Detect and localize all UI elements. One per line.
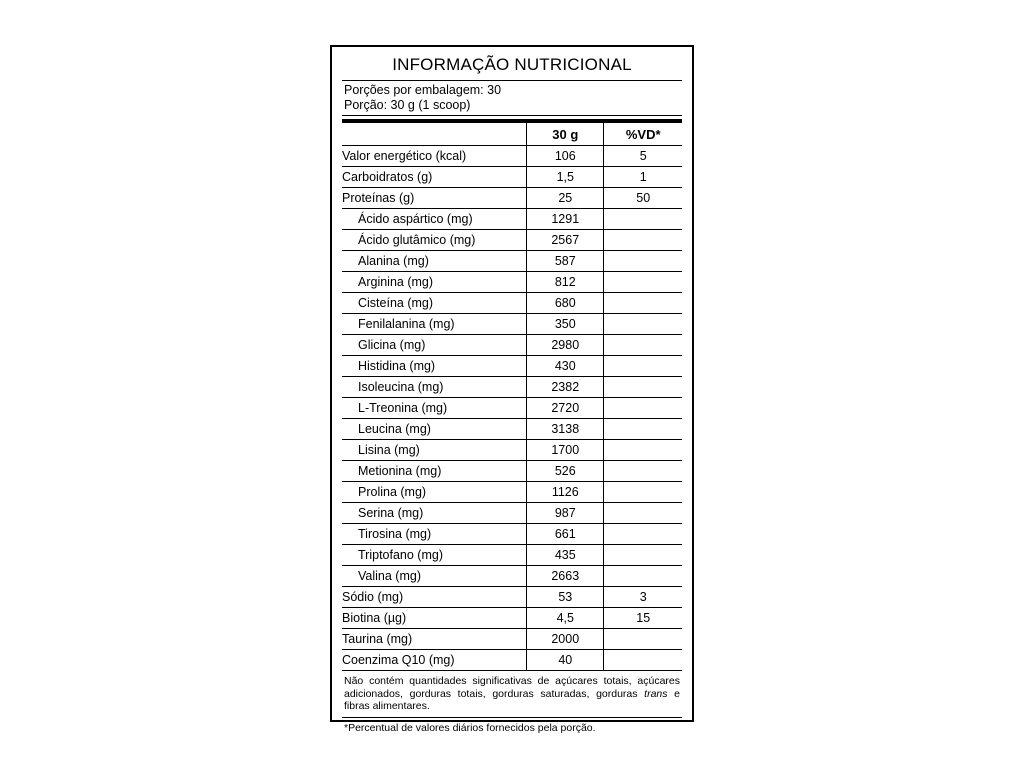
table-row xyxy=(342,503,682,524)
column-header-dv: %VD* xyxy=(604,123,682,146)
nutrient-name: Isoleucina (mg) xyxy=(342,377,527,398)
table-row xyxy=(342,545,682,566)
table-row xyxy=(342,314,682,335)
nutrient-amount: 987 xyxy=(527,503,604,524)
table-row xyxy=(342,650,682,671)
nutrient-amount: 2567 xyxy=(527,230,604,251)
footnote-text-pre: Não contém quantidades significativas de açúcares totais, açúcares adicionados, gorduras totais, gorduras saturadas, gorduras xyxy=(344,675,680,700)
nutrient-dv xyxy=(604,335,682,356)
nutrient-dv xyxy=(604,230,682,251)
table-row xyxy=(342,335,682,356)
nutrient-name: Fenilalanina (mg) xyxy=(342,314,527,335)
nutrient-name: Valor energético (kcal) xyxy=(342,146,527,167)
nutrient-amount: 430 xyxy=(527,356,604,377)
nutrient-amount: 3138 xyxy=(527,419,604,440)
nutrient-name: Biotina (µg) xyxy=(342,608,527,629)
nutrient-dv xyxy=(604,545,682,566)
nutrient-amount: 2000 xyxy=(527,629,604,650)
nutrient-name: Sódio (mg) xyxy=(342,587,527,608)
nutrient-amount: 661 xyxy=(527,524,604,545)
table-row xyxy=(342,167,682,188)
nutrient-name: Cisteína (mg) xyxy=(342,293,527,314)
nutrient-amount: 40 xyxy=(527,650,604,671)
nutrient-dv: 15 xyxy=(604,608,682,629)
table-row xyxy=(342,293,682,314)
nutrition-facts-panel xyxy=(330,45,694,734)
nutrient-dv xyxy=(604,209,682,230)
nutrient-dv xyxy=(604,650,682,671)
panel-title: INFORMAÇÃO NUTRICIONAL xyxy=(342,53,682,81)
footnote-text-post: e fibras alimentares. xyxy=(344,687,680,712)
table-row xyxy=(342,209,682,230)
footnote-text-trans: trans xyxy=(644,687,668,700)
nutrient-amount: 2382 xyxy=(527,377,604,398)
nutrient-dv xyxy=(604,272,682,293)
table-row xyxy=(342,356,682,377)
table-row xyxy=(342,587,682,608)
nutrient-dv xyxy=(604,398,682,419)
table-row xyxy=(342,629,682,650)
nutrient-amount: 2663 xyxy=(527,566,604,587)
nutrient-dv xyxy=(604,440,682,461)
nutrient-amount: 680 xyxy=(527,293,604,314)
nutrient-dv: 50 xyxy=(604,188,682,209)
table-row xyxy=(342,461,682,482)
nutrient-amount: 1,5 xyxy=(527,167,604,188)
serving-size: Porção: 30 g (1 scoop) xyxy=(344,98,471,112)
nutrient-amount: 53 xyxy=(527,587,604,608)
table-row xyxy=(342,482,682,503)
nutrient-amount: 812 xyxy=(527,272,604,293)
nutrient-amount: 526 xyxy=(527,461,604,482)
nutrient-dv: 5 xyxy=(604,146,682,167)
nutrient-name: Lisina (mg) xyxy=(342,440,527,461)
table-row xyxy=(342,251,682,272)
nutrient-name: Taurina (mg) xyxy=(342,629,527,650)
nutrient-name: Tirosina (mg) xyxy=(342,524,527,545)
nutrient-amount: 2980 xyxy=(527,335,604,356)
nutrient-name: Ácido aspártico (mg) xyxy=(342,209,527,230)
nutrient-dv xyxy=(604,293,682,314)
table-row xyxy=(342,230,682,251)
table-row xyxy=(342,272,682,293)
nutrient-name: Glicina (mg) xyxy=(342,335,527,356)
table-row xyxy=(342,440,682,461)
table-row xyxy=(342,419,682,440)
nutrient-amount: 435 xyxy=(527,545,604,566)
nutrient-dv xyxy=(604,461,682,482)
nutrient-name: Alanina (mg) xyxy=(342,251,527,272)
nutrient-amount: 106 xyxy=(527,146,604,167)
serving-info xyxy=(342,81,682,116)
nutrient-dv xyxy=(604,377,682,398)
table-row xyxy=(342,146,682,167)
nutrient-name: Metionina (mg) xyxy=(342,461,527,482)
nutrient-name: Coenzima Q10 (mg) xyxy=(342,650,527,671)
nutrient-dv xyxy=(604,482,682,503)
nutrient-name: Proteínas (g) xyxy=(342,188,527,209)
table-header-row xyxy=(342,123,682,146)
nutrient-amount: 4,5 xyxy=(527,608,604,629)
table-row xyxy=(342,398,682,419)
nutrient-name: Ácido glutâmico (mg) xyxy=(342,230,527,251)
nutrient-dv xyxy=(604,314,682,335)
table-row xyxy=(342,377,682,398)
nutrient-name: Prolina (mg) xyxy=(342,482,527,503)
nutrient-amount: 1291 xyxy=(527,209,604,230)
nutrient-amount: 350 xyxy=(527,314,604,335)
nutrient-name: Arginina (mg) xyxy=(342,272,527,293)
nutrient-dv: 1 xyxy=(604,167,682,188)
nutrient-dv xyxy=(604,251,682,272)
nutrient-amount: 1700 xyxy=(527,440,604,461)
table-row xyxy=(342,524,682,545)
nutrient-name: Valina (mg) xyxy=(342,566,527,587)
column-header-nutrient xyxy=(342,123,527,146)
nutrient-dv xyxy=(604,566,682,587)
table-row xyxy=(342,608,682,629)
nutrient-dv xyxy=(604,524,682,545)
table-row xyxy=(342,566,682,587)
nutrient-dv xyxy=(604,356,682,377)
nutrition-table xyxy=(342,123,682,671)
nutrient-dv xyxy=(604,419,682,440)
nutrient-dv xyxy=(604,503,682,524)
nutrient-name: Serina (mg) xyxy=(342,503,527,524)
nutrient-name: Carboidratos (g) xyxy=(342,167,527,188)
nutrient-name: Histidina (mg) xyxy=(342,356,527,377)
nutrient-name: Triptofano (mg) xyxy=(342,545,527,566)
nutrient-amount: 25 xyxy=(527,188,604,209)
table-row xyxy=(342,188,682,209)
nutrient-amount: 2720 xyxy=(527,398,604,419)
nutrient-name: Leucina (mg) xyxy=(342,419,527,440)
nutrient-dv: 3 xyxy=(604,587,682,608)
column-header-amount: 30 g xyxy=(527,123,604,146)
footnote-insignificant-amounts xyxy=(342,671,682,718)
nutrient-dv xyxy=(604,629,682,650)
nutrient-amount: 1126 xyxy=(527,482,604,503)
nutrient-amount: 587 xyxy=(527,251,604,272)
nutrient-name: L-Treonina (mg) xyxy=(342,398,527,419)
footnote-daily-values: *Percentual de valores diários fornecidos pela porção. xyxy=(344,721,596,734)
servings-per-package: Porções por embalagem: 30 xyxy=(344,83,502,97)
